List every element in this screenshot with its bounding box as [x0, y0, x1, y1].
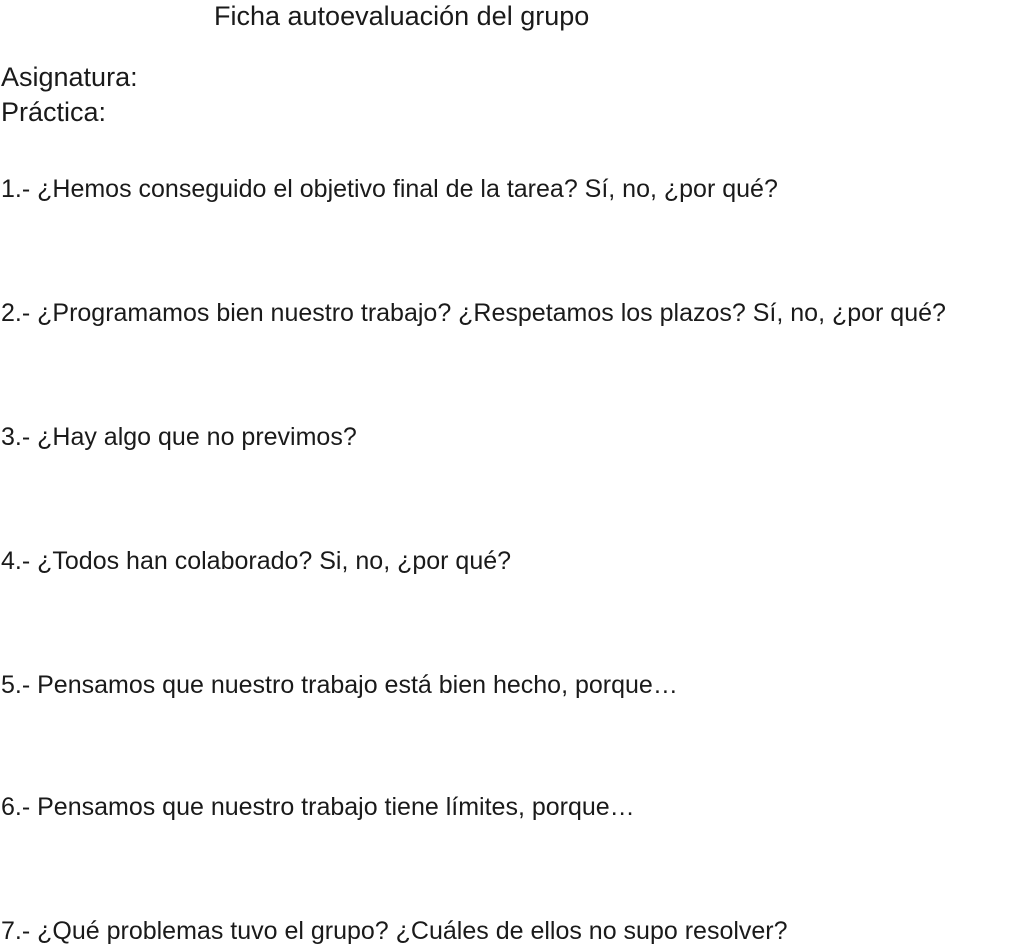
subject-label: Asignatura:	[1, 62, 138, 92]
practice-label: Práctica:	[1, 97, 107, 127]
question-5: 5.- Pensamos que nuestro trabajo está bien hecho, porque…	[1, 671, 678, 699]
question-6: 6.- Pensamos que nuestro trabajo tiene límites, porque…	[1, 793, 635, 821]
question-1: 1.- ¿Hemos conseguido el objetivo final de la tarea? Sí, no, ¿por qué?	[1, 175, 778, 203]
question-2: 2.- ¿Programamos bien nuestro trabajo? ¿Respetamos los plazos? Sí, no, ¿por qué?	[1, 299, 946, 327]
question-7: 7.- ¿Qué problemas tuvo el grupo? ¿Cuáles de ellos no supo resolver?	[1, 917, 788, 945]
form-title: Ficha autoevaluación del grupo	[214, 1, 590, 31]
question-4: 4.- ¿Todos han colaborado? Si, no, ¿por qué?	[1, 547, 512, 575]
question-3: 3.- ¿Hay algo que no previmos?	[1, 423, 357, 451]
